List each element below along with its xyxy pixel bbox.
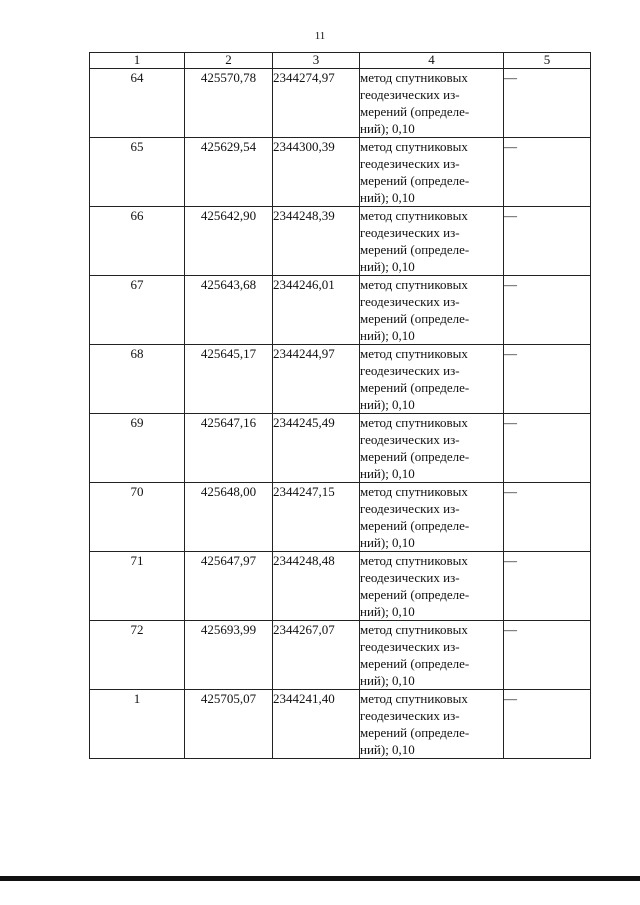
point-number-cell: 68 <box>90 345 185 414</box>
method-cell <box>360 552 504 621</box>
point-number-cell: 1 <box>90 690 185 759</box>
method-line: ний); 0,10 <box>360 466 415 481</box>
page-number: 11 <box>314 30 326 42</box>
note-cell: — <box>504 621 591 690</box>
method-line: метод спутниковых <box>360 346 468 361</box>
method-line: ний); 0,10 <box>360 535 415 550</box>
note-cell: — <box>504 414 591 483</box>
column-header-1: 1 <box>90 53 185 69</box>
y-coordinate-cell: 2344246,01 <box>273 276 360 345</box>
method-line: мерений (определе- <box>360 656 470 671</box>
method-line: мерений (определе- <box>360 587 470 602</box>
column-header-4: 4 <box>360 53 504 69</box>
method-line: метод спутниковых <box>360 208 468 223</box>
method-cell <box>360 621 504 690</box>
point-number-cell: 70 <box>90 483 185 552</box>
method-line: геодезических из- <box>360 432 460 447</box>
method-line: геодезических из- <box>360 225 460 240</box>
y-coordinate-cell: 2344247,15 <box>273 483 360 552</box>
y-coordinate-cell: 2344300,39 <box>273 138 360 207</box>
method-line: ний); 0,10 <box>360 673 415 688</box>
point-number-cell: 71 <box>90 552 185 621</box>
x-coordinate-cell: 425705,07 <box>185 690 273 759</box>
table-body <box>90 69 591 759</box>
method-line: ний); 0,10 <box>360 328 415 343</box>
note-cell: — <box>504 345 591 414</box>
y-coordinate-cell: 2344274,97 <box>273 69 360 138</box>
method-line: ний); 0,10 <box>360 121 415 136</box>
method-line: геодезических из- <box>360 501 460 516</box>
table-header <box>90 53 591 69</box>
table-row <box>90 69 591 138</box>
method-cell <box>360 207 504 276</box>
column-header-5: 5 <box>504 53 591 69</box>
method-line: мерений (определе- <box>360 173 470 188</box>
method-line: метод спутниковых <box>360 691 468 706</box>
x-coordinate-cell: 425570,78 <box>185 69 273 138</box>
note-cell: — <box>504 552 591 621</box>
method-line: геодезических из- <box>360 708 460 723</box>
method-cell <box>360 414 504 483</box>
method-line: метод спутниковых <box>360 277 468 292</box>
point-number-cell: 64 <box>90 69 185 138</box>
method-line: мерений (определе- <box>360 380 470 395</box>
coordinates-table <box>89 52 591 759</box>
method-line: метод спутниковых <box>360 484 468 499</box>
y-coordinate-cell: 2344245,49 <box>273 414 360 483</box>
method-line: ний); 0,10 <box>360 742 415 757</box>
method-line: геодезических из- <box>360 639 460 654</box>
point-number-cell: 69 <box>90 414 185 483</box>
method-line: геодезических из- <box>360 294 460 309</box>
point-number-cell: 65 <box>90 138 185 207</box>
method-cell <box>360 69 504 138</box>
note-cell: — <box>504 69 591 138</box>
method-line: мерений (определе- <box>360 725 470 740</box>
note-cell: — <box>504 690 591 759</box>
method-line: геодезических из- <box>360 570 460 585</box>
y-coordinate-cell: 2344244,97 <box>273 345 360 414</box>
table-row <box>90 207 591 276</box>
table-row <box>90 552 591 621</box>
bottom-rule <box>0 876 640 881</box>
point-number-cell: 66 <box>90 207 185 276</box>
method-line: ний); 0,10 <box>360 604 415 619</box>
x-coordinate-cell: 425643,68 <box>185 276 273 345</box>
x-coordinate-cell: 425629,54 <box>185 138 273 207</box>
y-coordinate-cell: 2344248,39 <box>273 207 360 276</box>
header-row <box>90 53 591 69</box>
method-line: ний); 0,10 <box>360 190 415 205</box>
column-header-3: 3 <box>273 53 360 69</box>
method-line: ний); 0,10 <box>360 397 415 412</box>
note-cell: — <box>504 207 591 276</box>
method-line: мерений (определе- <box>360 104 470 119</box>
note-cell: — <box>504 138 591 207</box>
table-row <box>90 414 591 483</box>
x-coordinate-cell: 425647,16 <box>185 414 273 483</box>
table-row <box>90 690 591 759</box>
y-coordinate-cell: 2344267,07 <box>273 621 360 690</box>
x-coordinate-cell: 425648,00 <box>185 483 273 552</box>
table-row <box>90 483 591 552</box>
y-coordinate-cell: 2344248,48 <box>273 552 360 621</box>
method-line: метод спутниковых <box>360 622 468 637</box>
method-line: мерений (определе- <box>360 518 470 533</box>
point-number-cell: 67 <box>90 276 185 345</box>
method-cell <box>360 345 504 414</box>
note-cell: — <box>504 276 591 345</box>
table-row <box>90 621 591 690</box>
method-line: метод спутниковых <box>360 553 468 568</box>
method-line: мерений (определе- <box>360 242 470 257</box>
column-header-2: 2 <box>185 53 273 69</box>
method-line: мерений (определе- <box>360 311 470 326</box>
method-line: геодезических из- <box>360 156 460 171</box>
method-line: мерений (определе- <box>360 449 470 464</box>
x-coordinate-cell: 425645,17 <box>185 345 273 414</box>
method-line: геодезических из- <box>360 87 460 102</box>
table-row <box>90 138 591 207</box>
x-coordinate-cell: 425647,97 <box>185 552 273 621</box>
method-cell <box>360 138 504 207</box>
x-coordinate-cell: 425642,90 <box>185 207 273 276</box>
method-cell <box>360 276 504 345</box>
method-line: метод спутниковых <box>360 415 468 430</box>
method-line: метод спутниковых <box>360 70 468 85</box>
table-row <box>90 345 591 414</box>
method-line: геодезических из- <box>360 363 460 378</box>
y-coordinate-cell: 2344241,40 <box>273 690 360 759</box>
method-line: метод спутниковых <box>360 139 468 154</box>
method-cell <box>360 690 504 759</box>
note-cell: — <box>504 483 591 552</box>
method-cell <box>360 483 504 552</box>
table-row <box>90 276 591 345</box>
point-number-cell: 72 <box>90 621 185 690</box>
method-line: ний); 0,10 <box>360 259 415 274</box>
x-coordinate-cell: 425693,99 <box>185 621 273 690</box>
